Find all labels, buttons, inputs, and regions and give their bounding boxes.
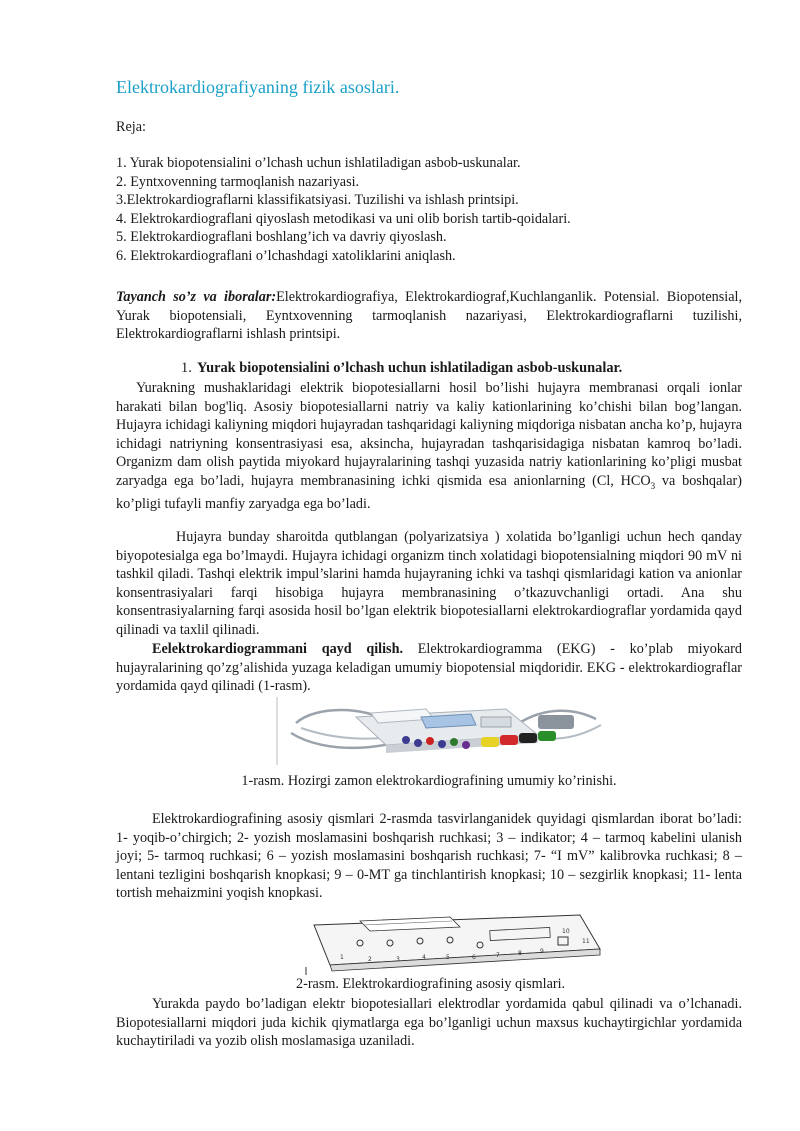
figure-2-ecg-parts-diagram: [300, 903, 608, 975]
plan-item: 4. Elektrokardiograflani qiyoslash metodikasi va uni olib borish tartib-qoidalari.: [116, 210, 571, 227]
keywords-label: Tayanch so’z va iboralar:: [116, 289, 277, 305]
subscript-3: 3: [650, 480, 656, 491]
section-number: 1.: [181, 360, 192, 376]
paragraph-3-bold: Eelektrokardiogrammani qayd qilish.: [152, 641, 404, 657]
plan-item: 1. Yurak biopotensialini o’lchash uchun ishlatiladigan asbob-uskunalar.: [116, 155, 521, 171]
reja-label: Reja:: [116, 119, 146, 135]
figure-2-label: 7: [496, 952, 500, 959]
paragraph-2: Hujayra bunday sharoitda qutblangan (polyarizatsiya ) xolatida bo’lganligi uchun hech qanday biyopotesialga ega bo’lmaydi. Hujayra ichidagi organizm tinch xolatidagi biopotensialning miqdori 90 mV ni tashkil qiladi. Tashqi elektrik impul’slarini hamda hujayraning ichki va tashqi qismlaridagi kation va anionlar konsentrasiyalari farqi hisobiga hujayra membranasining o’tkazuvchanligi ortadi. Ana shu konsentrasiyalarning farqi asosida hosil bo’lgan elektrik biopotesiallarni elektrokardiograflar yordamida qayd qilinadi va taxlil qilinadi.: [116, 529, 742, 638]
figure-2-caption: 2-rasm. Elektrokardiografining asosiy qismlari.: [296, 976, 566, 992]
figure-2-label: 6: [472, 954, 476, 961]
figure-2-label: 10: [562, 928, 570, 935]
figure-2-label: 2: [368, 956, 372, 963]
plan-list: [116, 154, 571, 266]
figure-2-label: 5: [446, 954, 450, 961]
document-title: Elektrokardiografiyaning fizik asoslari.: [116, 77, 400, 97]
figure-2-label: 4: [422, 954, 426, 961]
paragraph-1-text: Yurakning mushaklaridagi elektrik biopotesiallarni hosil bo’lishi hujayra membranasi orqali ionlar harakati bilan bog'liq. Asosiy biopotesiallarni natriy va kaliy kationlarining ko’chishi bilan bog’langan. Hujayra ichidagi kaliyning miqdori hujayradan tashqaridagi kaliyning miqdoriga nisbatan ancha ko’p, hujayra ichidagi natriyning konsentrasiyasi esa, aksincha, hujayradan tashqarisidagiga nisbatan kamroq bo’ladi. Organizm dam olish paytida miyokard hujayralarining tashqi yuzasida natriy kationlarining ko’pligi musbat zaryadga ega bo’ladi, hujayra membranasining ichki qismida esa anionlarning (Cl, HCO: [116, 380, 742, 489]
figure-2-label: 3: [396, 956, 400, 963]
plan-item: 6. Elektrokardiograflani o’lchashdagi xatoliklarini aniqlash.: [116, 247, 456, 264]
paragraph-3-text: Elektrokardiogramma (EKG) - ko’plab miyokard hujayralarining qo’zg’alishida yuzaga keladigan umumiy biopotensial miqdoridir. EKG - elektrokardiograflar yordamida qayd qilinadi (1-rasm).: [116, 641, 742, 695]
figure-2-label: 1: [340, 954, 344, 961]
paragraph-1: [116, 379, 742, 514]
figure-2-label: 11: [582, 938, 590, 945]
figure-1-caption: 1-rasm. Hozirgi zamon elektrokardiografining umumiy ko’rinishi.: [241, 773, 617, 789]
figure-2-label: 8: [518, 950, 522, 957]
figure-1-ecg-device-image: [276, 695, 606, 767]
keywords-paragraph: [116, 288, 742, 344]
figure-2-label: 9: [540, 948, 544, 955]
keywords-text: Elektrokardiografiya, Elektrokardiograf,Kuchlanganlik. Potensial. Biopotensial, Yurak biopotensiali, Eyntxovenning tarmoqlanish nazariyasi, Elektrokardiograflarni tuzilishi, Elektrokardiograflarni ishlash printsipi.: [116, 289, 742, 343]
paragraph-1-end: va boshqalar) ko’pligi tufayli manfiy zaryadga ega bo’ladi.: [116, 472, 742, 513]
paragraph-3: [116, 640, 742, 696]
paragraph-5: Yurakda paydo bo’ladigan elektr biopotesiallari elektrodlar yordamida qabul qilinadi va o’lchanadi. Biopotesiallarni miqdori juda kichik qiymatlarga ega bo’lganligi uchun maxsus kuchaytirgichlar yordamida kuchaytiriladi va yozib olish moslamasiga uzaniladi.: [116, 996, 742, 1050]
plan-item: 5. Elektrokardiograflani boshlang’ich va davriy qiyoslash.: [116, 229, 447, 246]
section-title: Yurak biopotensialini o’lchash uchun ishlatiladigan asbob-uskunalar.: [197, 360, 623, 376]
plan-item: 3.Elektrokardiograflarni klassifikatsiyasi. Tuzilishi va ishlash printsipi.: [116, 192, 519, 209]
plan-item: 2. Eyntxovenning tarmoqlanish nazariyasi.: [116, 173, 360, 190]
paragraph-4: Elektrokardiografining asosiy qismlari 2-rasmda tasvirlanganidek quyidagi qismlardan iborat bo’ladi: 1- yoqib-o’chirgich; 2- yozish moslamasini boshqarish ruchkasi; 3 – indikator; 4 – tarmoq kabelini ulanish joyi; 5- tarmoq ruchkasi; 6 – yozish moslamasini boshqarish ruchkasi; 7- “I mV” kalibrovka ruchkasi; 8 – lentani tezligini boshqarish knopkasi; 9 – 0-MT ga tinchlantirish knopkasi; 10 – sezgirlik knopkasi; 11- lenta tortish mehaizmini yoqish knopkasi.: [116, 811, 742, 902]
